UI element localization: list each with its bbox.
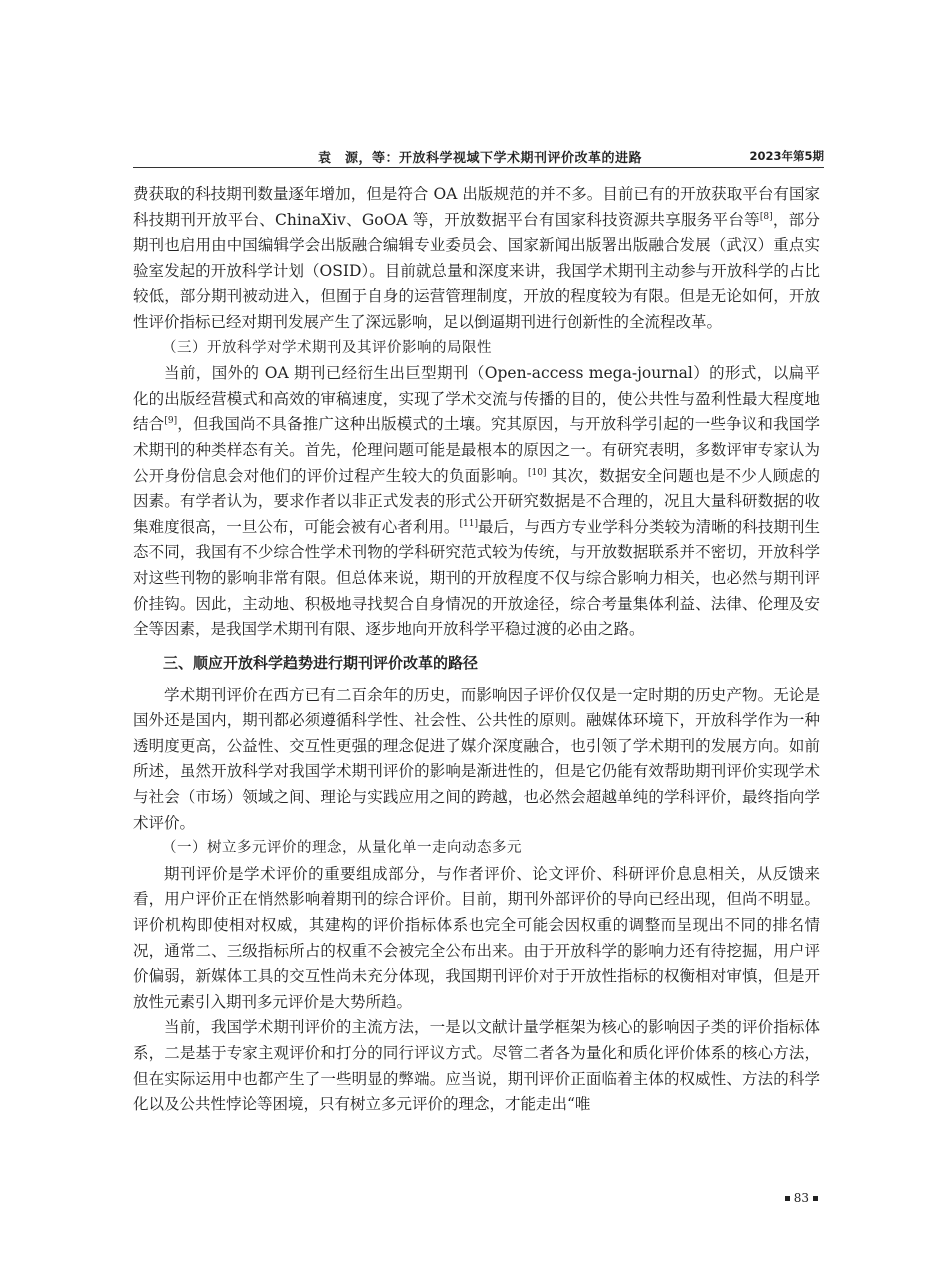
running-header-title: 袁 源，等：开放科学视域下学术期刊评价改革的进路 — [317, 151, 642, 166]
citation-11[interactable]: [11] — [459, 518, 478, 529]
page-number: 83 — [781, 1191, 822, 1205]
section-heading-3: 三、顺应开放科学趋势进行期刊评价改革的路径 — [163, 653, 479, 672]
square-bullet-icon — [813, 1196, 818, 1201]
header-divider — [133, 167, 824, 168]
square-bullet-icon — [785, 1196, 790, 1201]
paragraph-3: 学术期刊评价在西方已有二百余年的历史，而影响因子评价仅仅是一定时期的历史产物。无论是国外还是国内，期刊都必须遵循科学性、社会性、公共性的原则。融媒体环境下，开放科学作为一种透明度更高，公益性、交互性更强的理念促进了媒介深度融合，也引领了学术期刊的发展方向。如前所述，虽然开放科学对我国学术期刊评价的影响是渐进性的，但是它仍能有效帮助期刊评价实现学术与社会（市场）领域之间、理论与实践应用之间的跨越，也必然会超越单纯的学科评价，最终指向学术评价。 — [133, 685, 820, 832]
paragraph-4: 期刊评价是学术评价的重要组成部分，与作者评价、论文评价、科研评价息息相关，从反馈来看，用户评价正在悄然影响着期刊的综合评价。目前，期刊外部评价的导向已经出现，但尚不明显。评价机构即使相对权威，其建构的评价指标体系也完全可能会因权重的调整而呈现出不同的排名情况，通常二、三级指标所占的权重不会被完全公布出来。由于开放科学的影响力还有待挖掘，用户评价偏弱，新媒体工具的交互性尚未充分体现，我国期刊评价对于开放性指标的权衡相对审慎，但是开放性元素引入期刊多元评价是大势所趋。 — [133, 864, 820, 1011]
paragraph-5: 当前，我国学术期刊评价的主流方法，一是以文献计量学框架为核心的影响因子类的评价指标体系，二是基于专家主观评价和打分的同行评议方式。尽管二者各为量化和质化评价体系的核心方法，但在实际运用中也都产生了一些明显的弊端。应当说，期刊评价正面临着主体的权威性、方法的科学化以及公共性悖论等困境，只有树立多元评价的理念，才能走出“唯 — [133, 1018, 820, 1114]
paragraph-2: 当前，国外的 OA 期刊已经衍生出巨型期刊（Open-access mega-journal）的形式，以扁平化的出版经营模式和高效的审稿速度，实现了学术交流与传播的目的，使公共性与盈利性最大程度地结合[9]，但我国尚不具备推广这种出版模式的土壤。究其原因，与开放科学引起的一些争议和我国学术期刊的种类样态有关。首先，伦理问题可能是最根本的原因之一。有研究表明，多数评审专家认为公开身份信息会对他们的评价过程产生较大的负面影响。[10] 其次，数据安全问题也是不少人顾虑的因素。有学者认为，要求作者以非正式发表的形式公开研究数据是不合理的，况且大量科研数据的收集难度很高，一旦公布，可能会被有心者利用。[11]最后，与西方专业学科分类较为清晰的科技期刊生态不同，我国有不少综合性学术刊物的学科研究范式较为传统，与开放数据联系并不密切，开放科学对这些刊物的影响非常有限。但总体来说，期刊的开放程度不仅与综合影响力相关，也必然与期刊评价挂钩。因此，主动地、积极地寻找契合自身情况的开放途径，综合考量集体利益、法律、伦理及安全等因素，是我国学术期刊有限、逐步地向开放科学平稳过渡的必由之路。 — [133, 364, 820, 639]
citation-9[interactable]: [9] — [164, 416, 178, 427]
citation-8[interactable]: [8] — [759, 211, 773, 222]
subheading-1: （一）树立多元评价的理念，从量化单一走向动态多元 — [162, 840, 522, 857]
citation-10[interactable]: [10] — [527, 467, 547, 478]
subheading-3: （三）开放科学对学术期刊及其评价影响的局限性 — [162, 339, 492, 356]
running-header-issue: 2023年第5期 — [749, 149, 824, 163]
article-body — [133, 182, 820, 1118]
paragraph-1: 费获取的科技期刊数量逐年增加，但是符合 OA 出版规范的并不多。目前已有的开放获取平台有国家科技期刊开放平台、ChinaXiv、GoOA 等，开放数据平台有国家科技资源共享服务平台等[8]，部分期刊也启用由中国编辑学会出版融合编辑专业委员会、国家新闻出版署出版融合发展（武汉）重点实验室发起的开放科学计划（OSID）。目前就总量和深度来讲，我国学术期刊主动参与开放科学的占比较低，部分期刊被动进入，但囿于自身的运营管理制度，开放的程度较为有限。但是无论如何，开放性评价指标已经对期刊发展产生了深远影响，足以倒逼期刊进行创新性的全流程改革。 — [133, 185, 820, 331]
